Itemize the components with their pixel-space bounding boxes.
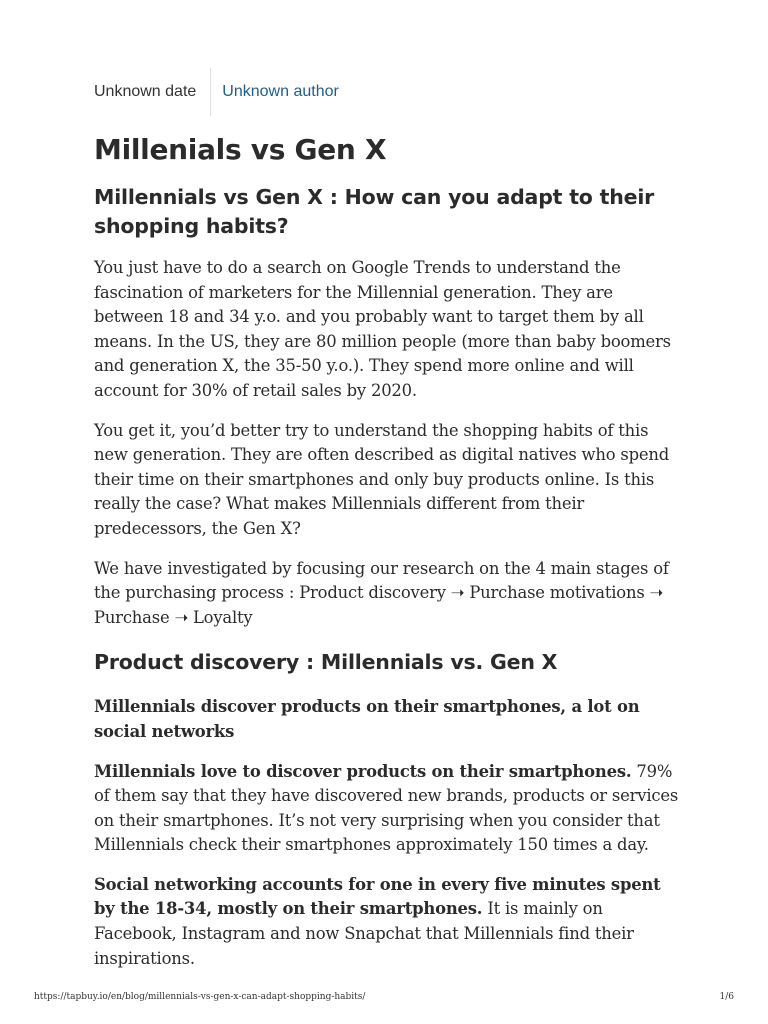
paragraph-social-networking-bold: Social networking accounts for one in every five minutes spent by the 18-34, mostly on their smartphones.	[94, 874, 661, 919]
section-lead: Millennials discover products on their smartphones, a lot on social networks	[94, 697, 640, 741]
page-number: 1/6	[719, 992, 734, 1002]
footer-url: https://tapbuy.io/en/blog/millennials-vs-gen-x-can-adapt-shopping-habits/	[34, 992, 366, 1002]
section-heading-product-discovery: Product discovery : Millennials vs. Gen X	[94, 650, 558, 675]
article	[94, 70, 684, 971]
author-link[interactable]: Unknown author	[222, 83, 339, 100]
paragraph-smartphone-discovery-bold: Millennials love to discover products on their smartphones.	[94, 761, 632, 781]
paragraph-smartphone-discovery	[94, 760, 684, 858]
article-meta	[94, 70, 684, 116]
page-title: Millenials vs Gen X	[94, 133, 387, 166]
paragraph-smartphone-discovery-text: 79% of them say that they have discovered new brands, products or services on their smartphones. It’s not very surprising when you consider that Millennials check their smartphones approximately 150 times a day.	[94, 761, 679, 855]
paragraph-shopping-habits: You get it, you’d better try to understand the shopping habits of this new generation. They are often described as digital natives who spend their time on their smartphones and only buy products online. Is this really the case? What makes Millennials different from their predecessors, the Gen X?	[94, 420, 670, 538]
publish-date: Unknown date	[94, 83, 197, 100]
paragraph-research-stages: We have investigated by focusing our research on the 4 main stages of the purchasing process : Product discovery ➝ Purchase motivations ➝ Purchase ➝ Loyalty	[94, 558, 669, 627]
paragraph-social-networking	[94, 873, 684, 971]
paragraph-intro: You just have to do a search on Google Trends to understand the fascination of marketers for the Millennial generation. They are between 18 and 34 y.o. and you probably want to target them by all means. In the US, they are 80 million people (more than baby boomers and generation X, the 35-50 y.o.). They spend more online and will account for 30% of retail sales by 2020.	[94, 258, 671, 400]
article-subtitle: Millennials vs Gen X : How can you adapt to their shopping habits?	[94, 185, 655, 238]
paragraph-social-networking-text: It is mainly on Facebook, Instagram and now Snapchat that Millennials find their inspirations.	[94, 899, 634, 968]
